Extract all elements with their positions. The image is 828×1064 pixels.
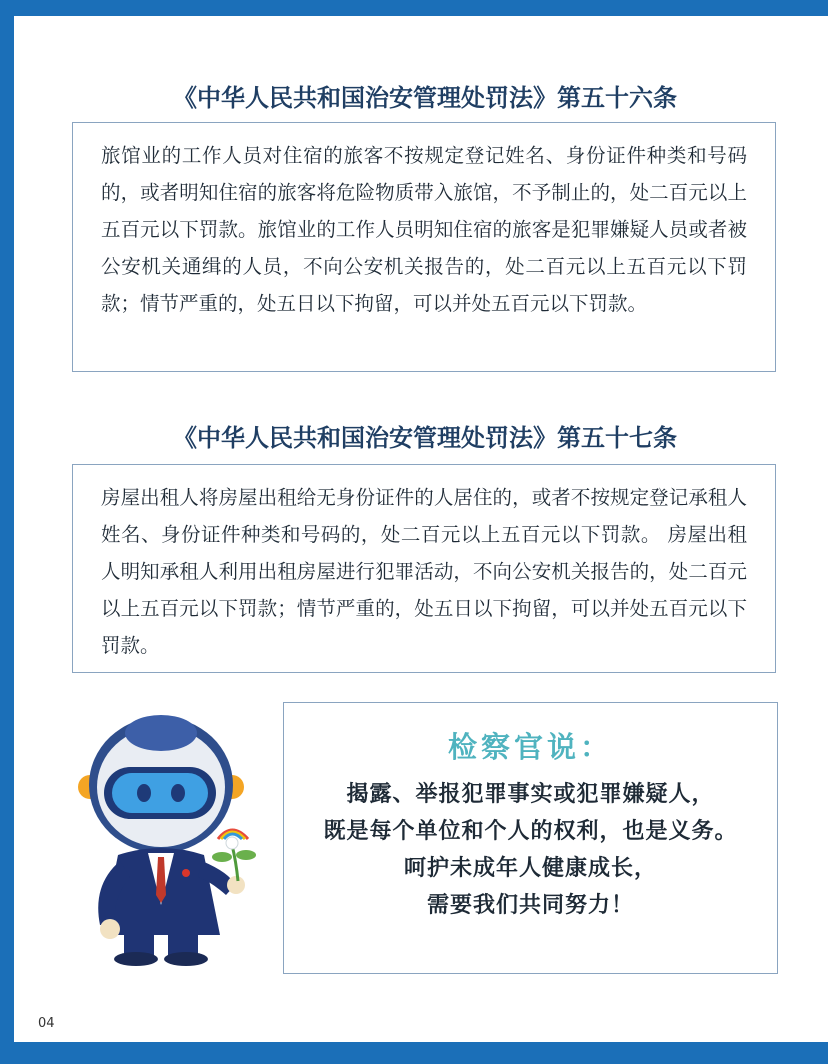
robot-mascot-icon	[70, 705, 270, 967]
article-57-title: 《中华人民共和国治安管理处罚法》第五十七条	[173, 424, 677, 452]
prosecutor-line-1: 揭露、举报犯罪事实或犯罪嫌疑人，	[346, 782, 715, 807]
article-56-box	[72, 122, 776, 372]
prosecutor-line-4: 需要我们共同努力！	[426, 893, 634, 918]
article-57-text: 房屋出租人将房屋出租给无身份证件的人居住的，或者不按规定登记承租人姓名、身份证件种类和号码的，处二百元以上五百元以下罚款。 房屋出租人明知承租人利用出租房屋进行犯罪活动，不向公安机关报告的，处二百元以上五百元以下罚款；情节严重的，处五日以下拘留，可以并处五百元以下罚款。	[101, 486, 747, 657]
prosecutor-line-3: 呵护未成年人健康成长，	[403, 856, 657, 881]
page-number: 04	[38, 1016, 55, 1031]
prosecutor-line-2: 既是每个单位和个人的权利，也是义务。	[323, 819, 738, 844]
article-57-box	[72, 464, 776, 673]
frame-left-bar	[0, 0, 14, 1064]
article-56-title: 《中华人民共和国治安管理处罚法》第五十六条	[173, 84, 677, 112]
prosecutor-says-box	[283, 702, 778, 974]
prosecutor-says-title: 检察官说：	[447, 730, 613, 764]
article-56-text: 旅馆业的工作人员对住宿的旅客不按规定登记姓名、身份证件种类和号码的，或者明知住宿的旅客将危险物质带入旅馆，不予制止的，处二百元以上五百元以下罚款。旅馆业的工作人员明知住宿的旅客是犯罪嫌疑人员或者被公安机关通缉的人员，不向公安机关报告的，处二百元以上五百元以下罚款；情节严重的，处五日以下拘留，可以并处五百元以下罚款。	[101, 144, 747, 315]
frame-top-bar	[0, 0, 828, 16]
frame-bottom-bar	[0, 1042, 828, 1064]
